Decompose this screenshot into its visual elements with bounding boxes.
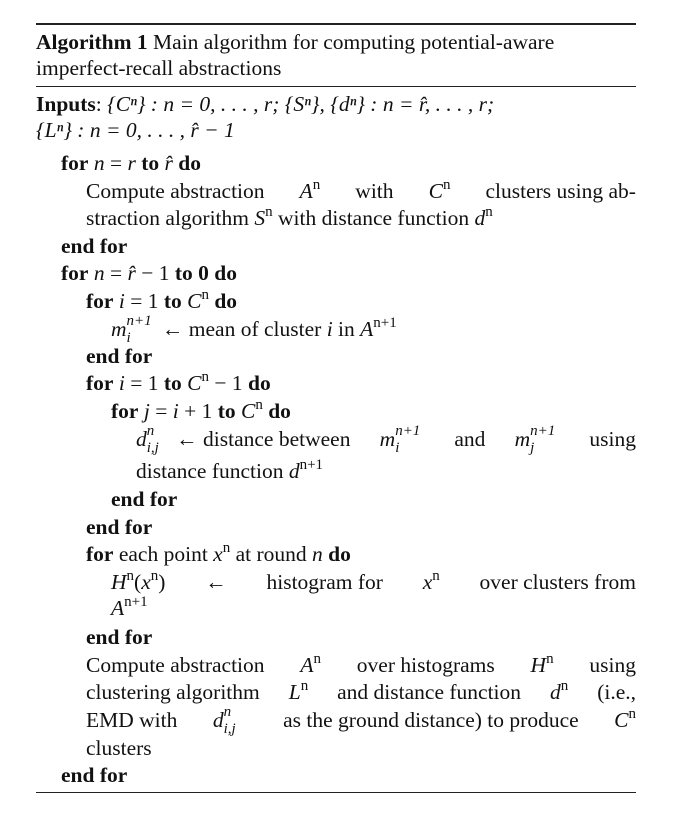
end-for-2: end for xyxy=(86,344,153,368)
inputs-math-line1: {Cⁿ} : n = 0, . . . , r; {Sⁿ}, {dⁿ} : n = r̂, . . . , r; xyxy=(107,92,495,116)
outer-loop-2: for n = r̂ − 1 to 0 do xyxy=(61,261,237,285)
final-compute-line1: Compute abstraction $A^n$ over histograms $H^n$ using xyxy=(86,651,636,677)
compute-abstraction-line2: straction algorithm $S^n$ with distance function $d^n$ xyxy=(86,204,493,230)
distance-between-line1: d n i,j ← distance between m n+1 i and m n+1 j using xyxy=(136,423,636,456)
caption-rule xyxy=(36,86,636,87)
end-for-5: end for xyxy=(86,625,153,649)
distance-between-line2: distance function $d^{n+1}$ xyxy=(136,457,324,483)
histogram-line1: $H^n(x^n)$ ← histogram for $x^n$ over clusters from xyxy=(111,568,636,594)
loop-i-distances: for i = 1 to $C^n - 1$ do xyxy=(86,369,271,395)
algorithm-title-line1: Main algorithm for computing potential-aware xyxy=(153,30,555,54)
bottom-rule xyxy=(36,792,636,793)
algorithm-caption-line1 xyxy=(36,30,554,54)
algorithm-caption-line2 xyxy=(36,56,281,80)
end-for-4: end for xyxy=(86,515,153,539)
inputs-math-line2: {Lⁿ} : n = 0, . . . , r̂ − 1 xyxy=(36,118,235,142)
top-rule xyxy=(36,23,636,25)
final-compute-line2: clustering algorithm $L^n$ and distance function $d^n$ (i.e., xyxy=(86,678,636,704)
histogram-line2: $A^{n+1}$ xyxy=(111,594,148,620)
algorithm-title-line2: imperfect-recall abstractions xyxy=(36,56,282,80)
outer-loop-1: for n = r to r̂ do xyxy=(61,151,201,175)
final-compute-line3: EMD with d n i,j as the ground distance) to produce $C^n$ xyxy=(86,704,636,737)
inputs-line2 xyxy=(36,118,235,142)
loop-j: for j = i + 1 to $C^n$ do xyxy=(111,397,291,423)
compute-abstraction-line1: Compute abstraction $A^n$ with $C^n$ clusters using ab- xyxy=(86,177,636,203)
final-compute-line4: clusters xyxy=(86,736,152,760)
loop-each-point: for each point $x^n$ at round n do xyxy=(86,540,351,566)
inputs-label: Inputs xyxy=(36,92,96,116)
end-for-1: end for xyxy=(61,234,128,258)
loop-i-means: for i = 1 to $C^n$ do xyxy=(86,287,238,313)
algorithm-label: Algorithm 1 xyxy=(36,30,148,54)
inputs-line1: Inputs: {Cⁿ} : n = 0, . . . , r; {Sⁿ}, {dⁿ} : n = r̂, . . . , r; xyxy=(36,92,495,116)
end-for-6: end for xyxy=(61,763,128,787)
mean-of-cluster-line: m n+1 i ← mean of cluster i in $A^{n+1}$ xyxy=(111,313,397,346)
end-for-3: end for xyxy=(111,487,178,511)
